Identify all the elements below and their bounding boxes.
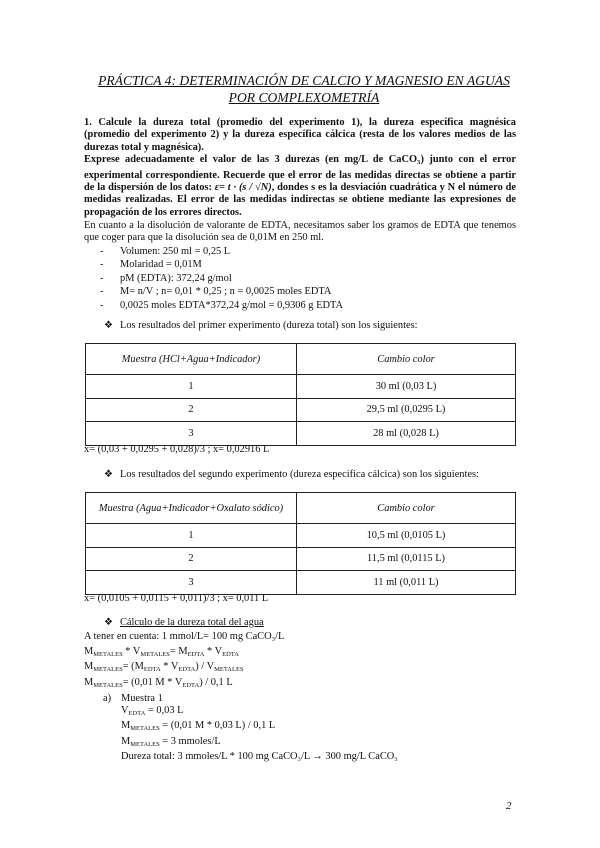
table-row (86, 524, 516, 548)
question-text-a: Exprese adecuadamente el valor de las 3 durezas (en mg/L de CaCO (84, 154, 418, 166)
table-cell: 29,5 ml (0,0295 L) (297, 398, 516, 422)
symbol: M (134, 661, 144, 673)
page-title (84, 72, 524, 106)
operator: = (0,01 M * (122, 676, 175, 688)
table-header: Cambio color (297, 344, 516, 375)
operator: * (160, 661, 171, 673)
sample-v (121, 705, 398, 720)
value: /L → 300 mg/L CaCO (300, 750, 395, 762)
subscript: 3 (394, 755, 398, 763)
symbol: V (206, 661, 215, 673)
table-cell: 1 (86, 375, 297, 399)
table-cell: 2 (86, 547, 297, 571)
table-cell: 30 ml (0,03 L) (297, 375, 516, 399)
exp1-intro (104, 320, 418, 331)
symbol: M (84, 646, 94, 658)
sample-m2 (121, 736, 398, 751)
table-cell: 3 (86, 571, 297, 595)
table-row (86, 422, 516, 446)
exp1-intro-text: Los resultados del primer experimento (dureza total) son los siguientes: (120, 320, 418, 331)
table-row (86, 547, 516, 571)
symbol: M (121, 735, 131, 747)
edta-intro: En cuanto a la disolución de valorante de EDTA, necesitamos saber los gramos de EDTA que tenemos que coger para que la disolución sea de 0,01M en 250 ml. (84, 220, 516, 243)
symbol: M (121, 720, 131, 732)
exp1-mean: x= (0,03 + 0,0295 + 0,028)/3 ; x= 0,02916 L (84, 444, 270, 455)
list-item-text: pM (EDTA): 372,24 g/mol (120, 272, 232, 284)
symbol: V (121, 705, 129, 717)
operator: = ( (122, 661, 135, 673)
title-line-2: POR COMPLEXOMETRÍA (228, 90, 380, 105)
exp2-table (85, 492, 516, 595)
diamond-bullet-icon: ❖ (104, 617, 113, 628)
table-header: Muestra (Agua+Indicador+Oxalato sódico) (86, 493, 297, 524)
question-paragraph-1: 1. Calcule la dureza total (promedio del experimento 1), la dureza específica magnésica (promedio del experimento 2) y la dureza específica cálcica (resta de los valores medios de las durezas total y magnésica). (84, 117, 516, 153)
symbol: V (132, 646, 141, 658)
exp1-table (85, 343, 516, 446)
list-item-text: Molaridad = 0,01M (120, 259, 202, 271)
calc-eq-2 (84, 661, 284, 676)
calc-note-text: A tener en cuenta: 1 mmol/L= 100 mg CaCO (84, 631, 272, 642)
subscript: EDTA (143, 666, 161, 674)
calc-note (84, 631, 284, 646)
calc-note-end: /L (275, 631, 285, 642)
symbol: M (84, 676, 94, 688)
symbol: V (214, 646, 223, 658)
subscript: METALES (93, 651, 123, 659)
list-item (100, 258, 343, 271)
symbol: M (84, 661, 94, 673)
operator: * (204, 646, 215, 658)
subscript: METALES (130, 740, 160, 748)
title-line-1: PRÁCTICA 4: DETERMINACIÓN DE CALCIO Y MAGNESIO EN AGUAS (98, 73, 510, 88)
table-cell: 1 (86, 524, 297, 548)
subscript: METALES (130, 725, 160, 733)
subscript: METALES (93, 681, 123, 689)
sample-m (121, 720, 398, 735)
dash-marker: - (100, 246, 104, 257)
question-text-c: , dondes s es la desviación cuadrática y N el número de medidas realizadas. El error de las medidas indirectas se obtiene mediante las expresiones de propagación de los errores directos. (84, 182, 517, 218)
table-row (86, 398, 516, 422)
subscript: METALES (93, 666, 123, 674)
subscript: EDTA (187, 651, 205, 659)
table-header-row (86, 493, 516, 524)
value: = 0,03 L (145, 705, 184, 717)
calc-block (84, 631, 284, 692)
table-cell: 2 (86, 398, 297, 422)
table-cell: 11,5 ml (0,0115 L) (297, 547, 516, 571)
sample-title: Muestra 1 (121, 693, 163, 704)
subscript: EDTA (178, 666, 196, 674)
subscript: EDTA (182, 681, 200, 689)
table-header: Muestra (HCl+Agua+Indicador) (86, 344, 297, 375)
dash-marker: - (100, 272, 104, 284)
list-item (100, 272, 343, 285)
value: Dureza total: 3 mmoles/L * 100 mg CaCO (121, 750, 298, 762)
table-row (86, 571, 516, 595)
sample-a-block (121, 693, 398, 766)
list-item (100, 285, 343, 298)
diamond-bullet-icon: ❖ (104, 320, 113, 331)
subscript: 3 (271, 636, 276, 643)
diamond-bullet-icon: ❖ (104, 469, 113, 480)
list-item (100, 299, 343, 312)
subscript: 3 (417, 159, 421, 167)
subscript: EDTA (128, 710, 146, 718)
dash-marker: - (100, 286, 104, 298)
value: = (0,01 M * 0,03 L) / 0,1 L (159, 720, 276, 732)
table-header-row (86, 344, 516, 375)
table-header: Cambio color (297, 493, 516, 524)
list-item-text: M= n/V ; n= 0,01 * 0,25 ; n = 0,0025 moles EDTA (120, 286, 332, 298)
calc-heading-text: Cálculo de la dureza total del agua (120, 617, 264, 628)
symbol: V (174, 676, 183, 688)
operator: ) / (195, 661, 207, 673)
subscript: 3 (297, 755, 301, 763)
table-cell: 28 ml (0,028 L) (297, 422, 516, 446)
calc-eq-1 (84, 646, 284, 661)
operator: ) / 0,1 L (199, 676, 233, 688)
operator: = (169, 646, 179, 658)
sample-dureza (121, 751, 398, 766)
exp2-intro-text: Los resultados del segundo experimento (dureza específica cálcica) son los siguientes: (120, 469, 479, 480)
calc-heading (104, 617, 264, 628)
dash-list (100, 245, 343, 312)
list-item (100, 245, 343, 258)
subscript: METALES (140, 651, 170, 659)
dash-marker: - (100, 259, 104, 271)
table-cell: 3 (86, 422, 297, 446)
question-block (84, 117, 516, 219)
table-cell: 10,5 ml (0,0105 L) (297, 524, 516, 548)
operator: * (122, 646, 133, 658)
page-number: 2 (506, 800, 512, 812)
list-item-text: 0,0025 moles EDTA*372,24 g/mol = 0,9306 g EDTA (120, 299, 343, 311)
subscript: METALES (214, 666, 244, 674)
exp2-mean: x= (0,0105 + 0,0115 + 0,011)/3 ; x= 0,011 L (84, 593, 269, 604)
table-row (86, 375, 516, 399)
question-text-b: ) junto con el error experimental correspondiente. Recuerde que el error de las medidas directas se obtiene a partir de la dispersión de los datos: (84, 154, 516, 194)
sample-a-label: a) (103, 693, 112, 704)
error-formula: ε= t · (s / √N) (214, 182, 272, 194)
question-paragraph-2 (84, 154, 516, 219)
subscript: EDTA (222, 651, 239, 659)
calc-eq-3 (84, 677, 284, 692)
table-cell: 11 ml (0,011 L) (297, 571, 516, 595)
symbol: V (170, 661, 179, 673)
exp2-intro (104, 469, 479, 480)
dash-marker: - (100, 299, 104, 311)
list-item-text: Volumen: 250 ml = 0,25 L (120, 246, 231, 257)
symbol: M (178, 646, 188, 658)
value: = 3 mmoles/L (159, 735, 221, 747)
